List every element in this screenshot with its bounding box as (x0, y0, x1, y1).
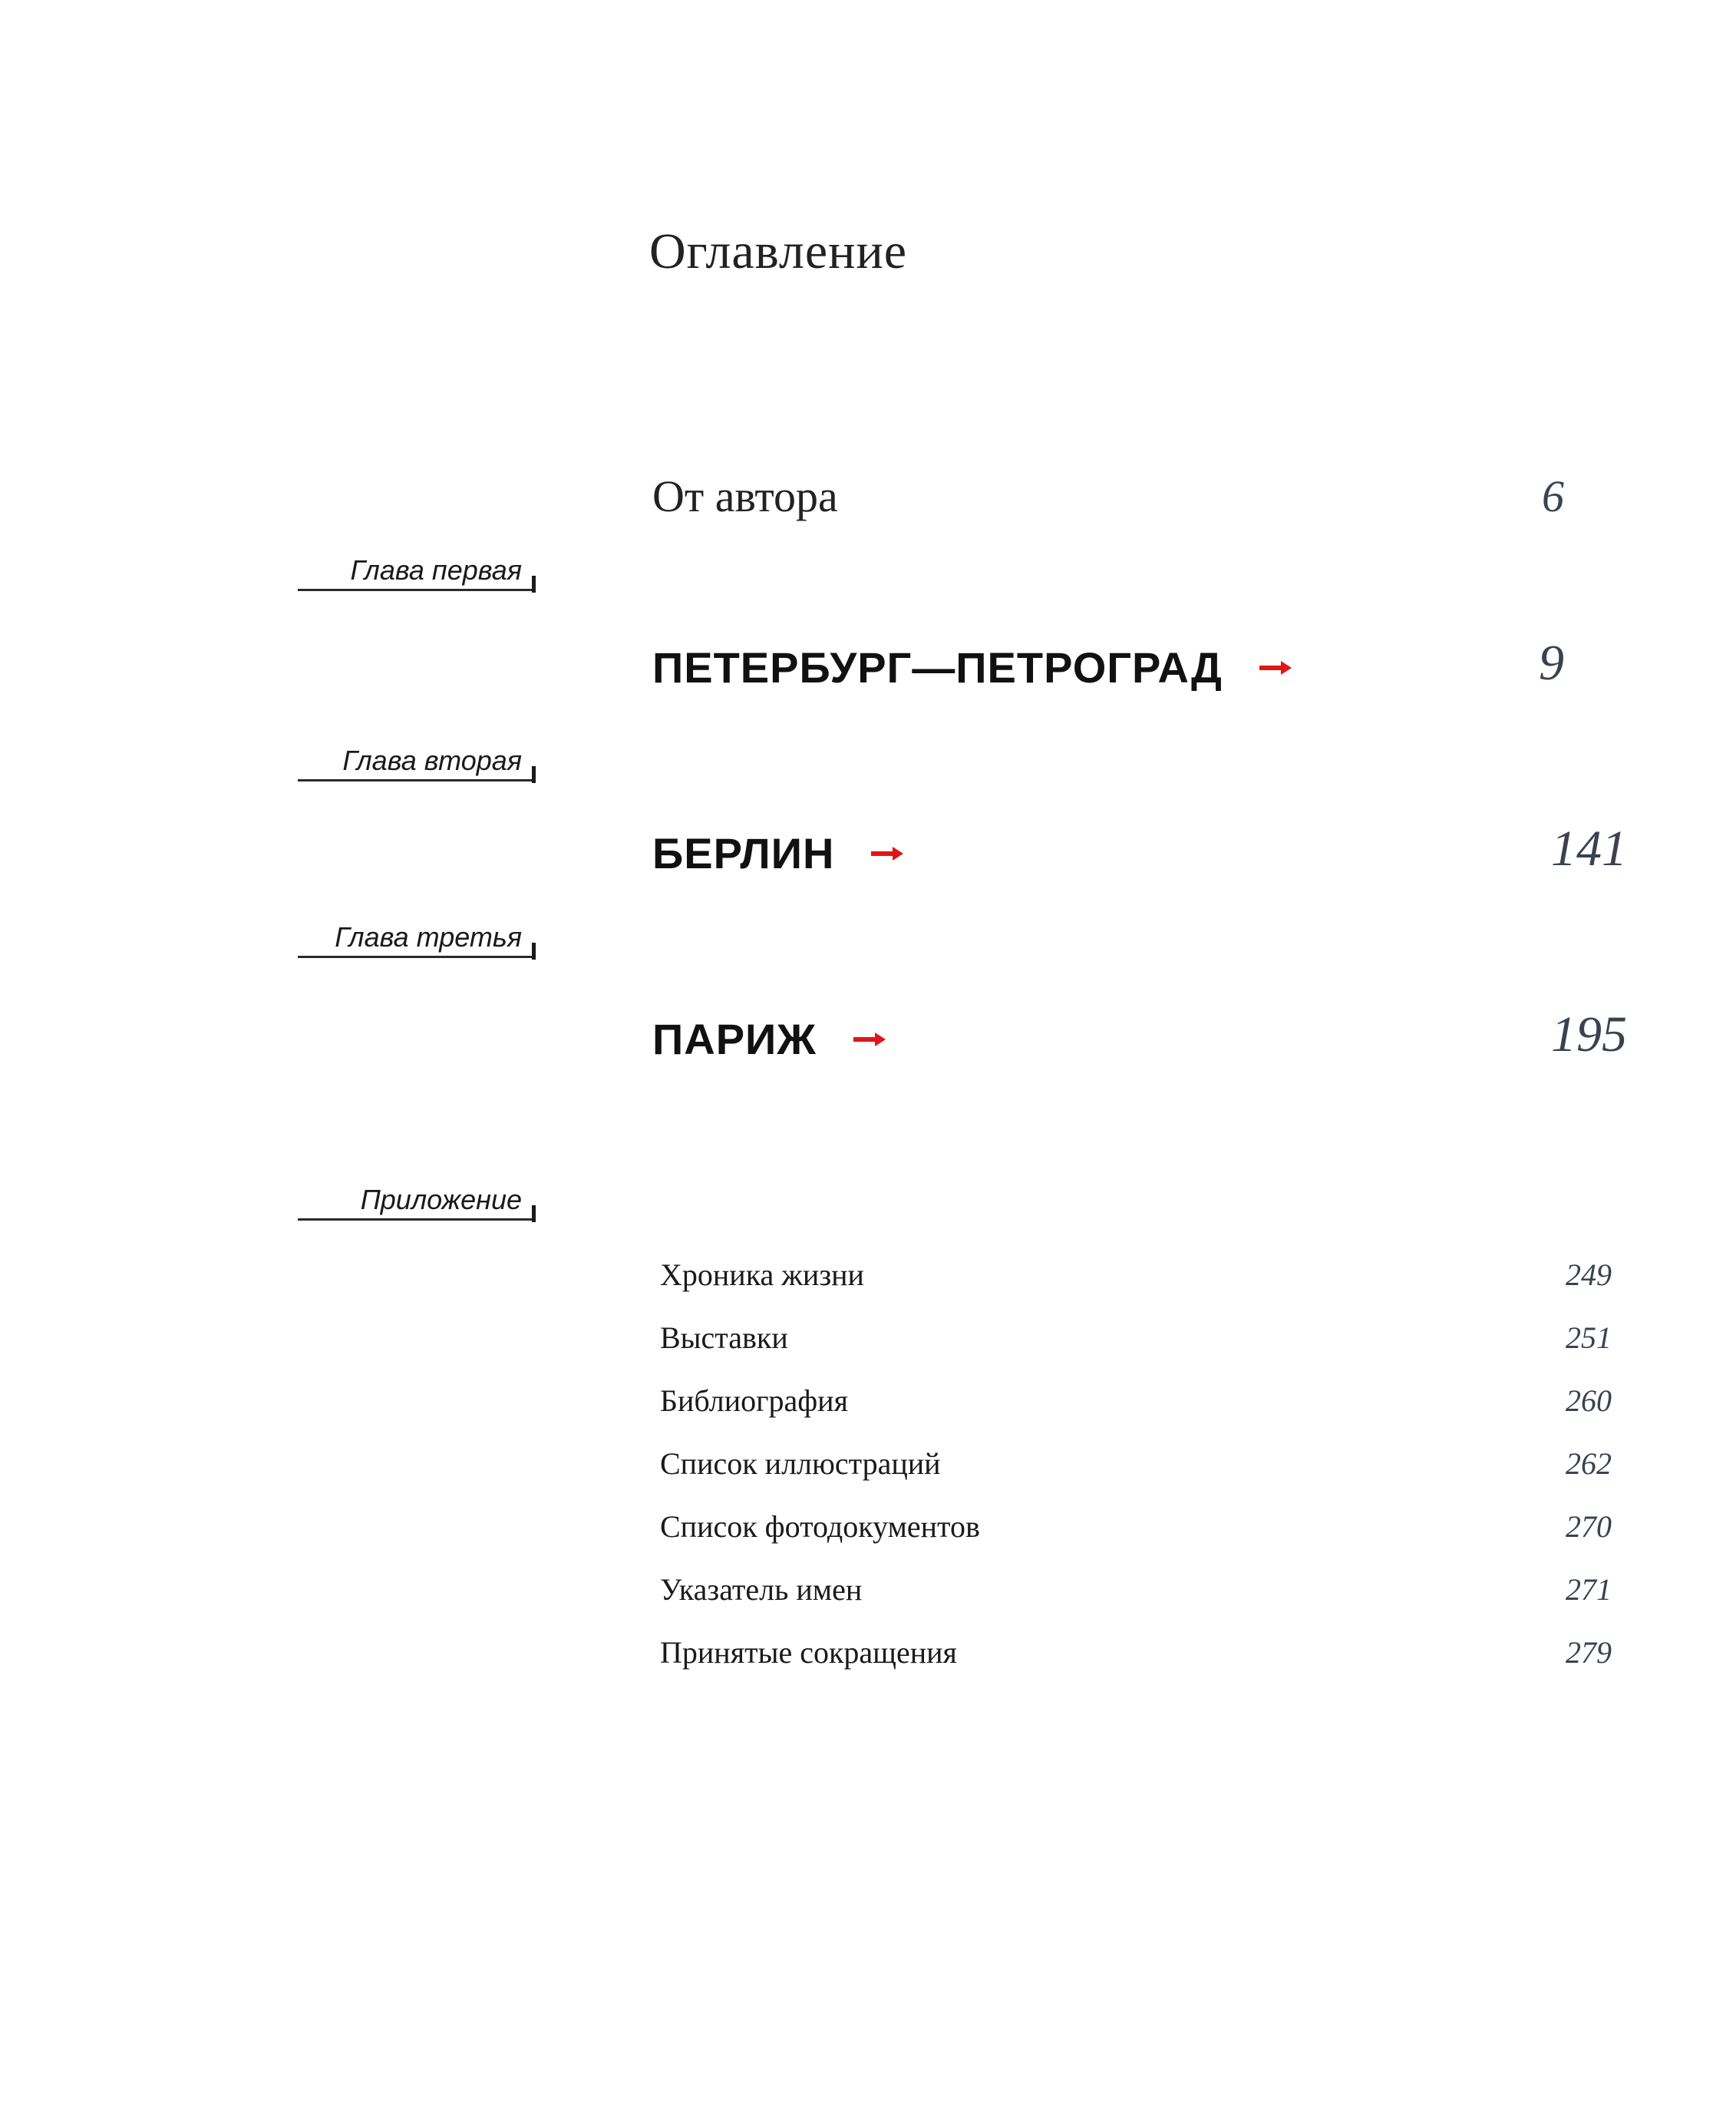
toc-entry-chapter-3[interactable] (652, 995, 1627, 1072)
chapter-tag-label: Глава третья (335, 921, 522, 953)
chapter-tag-3 (298, 914, 543, 960)
appendix-entry[interactable] (660, 1377, 1612, 1423)
divider (298, 956, 536, 958)
appendix-page-number: 271 (1566, 1572, 1612, 1607)
toc-page-number: 141 (1551, 821, 1627, 877)
appendix-tag (298, 1176, 543, 1222)
chapter-tag-2 (298, 737, 543, 783)
chapter-tag-1 (298, 547, 543, 593)
appendix-entry[interactable] (660, 1503, 1612, 1549)
right-arrow-icon (853, 1036, 886, 1043)
appendix-entry-label: Хроника жизни (660, 1257, 864, 1292)
chapter-title: ПАРИЖ (652, 1015, 817, 1063)
appendix-entry[interactable] (660, 1566, 1612, 1612)
toc-entry-chapter-1[interactable] (652, 623, 1627, 700)
toc-page-number: 195 (1551, 1006, 1627, 1062)
appendix-entry[interactable] (660, 1629, 1612, 1675)
divider (298, 779, 536, 781)
tick-mark (532, 943, 536, 960)
appendix-page-number: 249 (1566, 1257, 1612, 1292)
appendix-entry-label: Указатель имен (660, 1572, 863, 1607)
page-title: Оглавление (649, 223, 908, 279)
toc-entry-label: От автора (652, 471, 838, 521)
appendix-entry[interactable] (660, 1314, 1612, 1360)
chapter-tag-label: Глава первая (350, 554, 522, 586)
chapter-tag-label: Глава вторая (342, 745, 522, 776)
toc-entry-label (652, 1014, 886, 1064)
toc-entry-chapter-2[interactable] (652, 809, 1627, 886)
tick-mark (532, 576, 536, 593)
toc-entry-intro[interactable] (652, 453, 1627, 530)
right-arrow-icon (871, 850, 903, 857)
appendix-page-number: 279 (1566, 1635, 1612, 1670)
appendix-page-number: 251 (1566, 1320, 1612, 1355)
appendix-entry[interactable] (660, 1440, 1612, 1486)
appendix-entry-label: Выставки (660, 1320, 788, 1355)
appendix-tag-label: Приложение (360, 1184, 522, 1215)
tick-mark (532, 1205, 536, 1222)
chapter-title: ПЕТЕРБУРГ—ПЕТРОГРАД (652, 643, 1223, 692)
toc-page-number: 6 (1542, 471, 1564, 521)
appendix-page-number: 262 (1566, 1446, 1612, 1481)
appendix-page-number: 260 (1566, 1383, 1612, 1418)
appendix-entry[interactable] (660, 1251, 1612, 1297)
appendix-entry-label: Список иллюстраций (660, 1446, 941, 1481)
divider (298, 1218, 536, 1221)
chapter-title: БЕРЛИН (652, 829, 835, 877)
appendix-entry-label: Список фотодокументов (660, 1509, 980, 1544)
appendix-entry-label: Принятые сокращения (660, 1635, 957, 1670)
appendix-page-number: 270 (1566, 1509, 1612, 1544)
divider (298, 589, 536, 591)
toc-entry-label (652, 643, 1292, 692)
right-arrow-icon (1259, 664, 1292, 672)
tick-mark (532, 766, 536, 783)
toc-page-number: 9 (1539, 635, 1564, 691)
toc-entry-label (652, 828, 903, 878)
appendix-entry-label: Библиография (660, 1383, 848, 1418)
